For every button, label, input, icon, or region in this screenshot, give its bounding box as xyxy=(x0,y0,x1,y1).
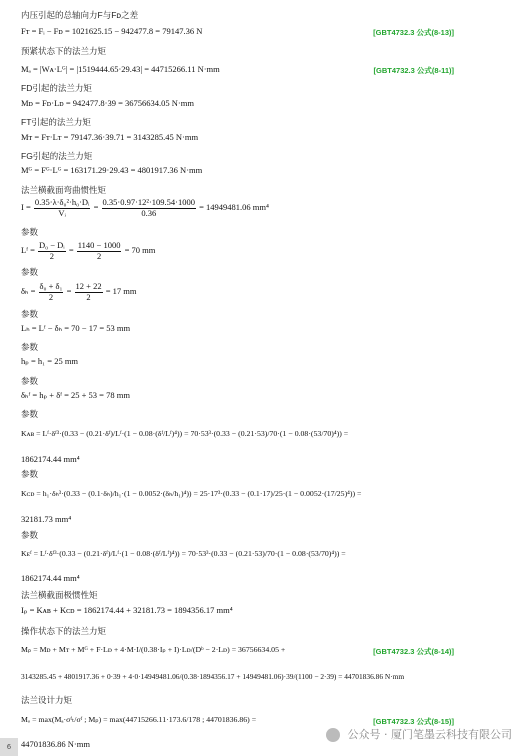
heading-param-kef: 参数 xyxy=(21,530,39,540)
heading-fg-moment: FG引起的法兰力矩 xyxy=(21,151,93,161)
ref-8-14: [GBT4732.3 公式(8-14)] xyxy=(373,647,454,656)
eq-lf-result: = 70 mm xyxy=(124,245,156,256)
denominator: Vᵢ xyxy=(58,207,66,218)
eq-bending-inertia: I = $\frac{\text{0.35·λ·δ₀²·h₀·Dᵢ}}{\text{Vᵢ}}$ = $\frac{\text{0.35·0.97·12²·109.54·1000}}{0.36}$ = 14949481.06 mm⁴ xyxy=(21,197,269,218)
eq-design-moment-result: 44701836.86 N·mm xyxy=(21,739,90,749)
watermark-text: 公众号 · 厦门笔墨云科技有限公司 xyxy=(347,728,512,741)
numerator: 1140 − 1000 xyxy=(77,240,121,250)
heading-param-lh: 参数 xyxy=(21,309,39,319)
numerator: δ₀ + δ₁ xyxy=(39,281,63,291)
corner-badge: 6 xyxy=(0,738,18,756)
eq-kcd-result: 32181.73 mm⁴ xyxy=(21,514,72,524)
eq-delta-hf: δₕᶠ = hₚ + δᶠ = 25 + 53 = 78 mm xyxy=(21,390,130,400)
heading-operating-moment: 操作状态下的法兰力矩 xyxy=(21,626,107,636)
heading-param-delta-hf: 参数 xyxy=(21,376,39,386)
denominator: 2 xyxy=(86,291,91,302)
fraction-symbolic xyxy=(39,282,64,303)
fraction-numeric xyxy=(75,282,103,303)
heading-polar-inertia: 法兰横截面极惯性矩 xyxy=(21,590,98,600)
heading-param-hp: 参数 xyxy=(21,342,39,352)
watermark xyxy=(326,726,512,742)
eq-inertia-result: = 14949481.06 mm⁴ xyxy=(199,202,269,213)
eq-kef: Kᴇᶠ = Lᶠ·δᶠ³·(0.33 − (0.21·δᶠ)/Lᶠ·(1 − 0.08·(δᶠ/Lᶠ)⁴)) = 70·53³·(0.33 − (0.21·53)/70·(1 − 0.08·(53/70)⁴)) = xyxy=(21,549,346,558)
fraction-symbolic xyxy=(34,198,91,219)
heading-preload-moment: 预紧状态下的法兰力矩 xyxy=(21,46,107,56)
eq-axial-force-diff: Fᴛ = Fᵢ − Fᴅ = 1021625.15 − 942477.8 = 79147.36 N xyxy=(21,26,203,36)
heading-param-kab: 参数 xyxy=(21,409,39,419)
eq-lh: Lₕ = Lᶠ − δₕ = 70 − 17 = 53 mm xyxy=(21,323,131,333)
eq-delta-h: δₕ = $\frac{\text{δ₀ + δ₁}}{2}$ = $\frac{12 + 22}{2}$ = 17 mm xyxy=(21,281,137,302)
heading-ft-moment: FT引起的法兰力矩 xyxy=(21,117,91,127)
heading-param-delta-h: 参数 xyxy=(21,267,39,277)
eq-lf-left: Lᶠ = xyxy=(21,245,35,256)
ref-8-15: [GBT4732.3 公式(8-15)] xyxy=(373,717,454,726)
eq-lf: Lᶠ = $\frac{\text{D₀ − Dᵢ}}{2}$ = $\frac{1140 - 1000}{2}$ = 70 mm xyxy=(21,240,156,261)
fraction-numeric xyxy=(77,241,122,262)
eq-kab: Kᴀʙ = Lᶠ·δᶠ³·(0.33 − (0.21·δᶠ)/Lᶠ·(1 − 0.08·(δᶠ/Lᶠ)⁴)) = 70·53³·(0.33 − (0.21·53)/70·(1 − 0.08·(53/70)⁴)) = xyxy=(21,429,349,438)
eq-inertia-left: I = xyxy=(21,202,31,213)
heading-bending-inertia: 法兰横截面弯曲惯性矩 xyxy=(21,185,107,195)
fraction-numeric xyxy=(102,198,197,219)
eq-design-moment: Mₒ = max(Mₐ·σᶠₜ/σᶠ ; Mₚ) = max(44715266.11·173.6/178 ; 44701836.86) = xyxy=(21,715,257,724)
denominator: 2 xyxy=(48,291,54,302)
eq-hp: hₚ = h₁ = 25 mm xyxy=(21,356,79,366)
fraction-symbolic xyxy=(38,241,66,262)
heading-fd-moment: FD引起的法兰力矩 xyxy=(21,83,92,93)
eq-polar-inertia: Iₚ = Kᴀʙ + Kᴄᴅ = 1862174.44 + 32181.73 = 1894356.17 mm⁴ xyxy=(21,605,233,615)
denominator: 0.36 xyxy=(141,207,157,218)
eq-operating-moment: Mₚ = Mᴅ + Mᴛ + Mᴳ + F·Lᴅ + 4·M·I/(0.38·Iₚ + I)·Lᴅ/(Dᵇ − 2·Lᴅ) = 36756634.05 + xyxy=(21,645,286,654)
eq-preload-moment: Mₐ = |Wᴀ·Lᴳ| = |1519444.65·29.43| = 44715266.11 N·mm xyxy=(21,64,220,74)
heading-param-lf: 参数 xyxy=(21,227,39,237)
eq-fd-moment: Mᴅ = Fᴅ·Lᴅ = 942477.8·39 = 36756634.05 N·mm xyxy=(21,98,194,108)
ref-8-11: [GBT4732.3 公式(8-11)] xyxy=(373,66,454,75)
eq-fg-moment: Mᴳ = Fᴳ·Lᴳ = 163171.29·29.43 = 4801917.36 N·mm xyxy=(21,165,203,175)
eq-operating-moment-cont: 3143285.45 + 4801917.36 + 0·39 + 4·0·14949481.06/(0.38·1894356.17 + 14949481.06)·39/(1100 − 2·39) = 44701836.86 N·mm xyxy=(21,672,405,681)
numerator: D₀ − Dᵢ xyxy=(39,240,65,250)
ref-8-13: [GBT4732.3 公式(8-13)] xyxy=(373,28,454,37)
eq-ft-moment: Mᴛ = Fᴛ·Lᴛ = 79147.36·39.71 = 3143285.45 N·mm xyxy=(21,132,199,142)
eq-kab-result: 1862174.44 mm⁴ xyxy=(21,454,80,464)
denominator: 2 xyxy=(96,250,102,261)
eq-delta-h-result: = 17 mm xyxy=(105,286,137,297)
heading-axial-force-diff: 内压引起的总轴向力F与Fᴅ之差 xyxy=(21,10,139,20)
numerator: 0.35·0.97·12²·109.54·1000 xyxy=(102,197,195,207)
eq-kef-result: 1862174.44 mm⁴ xyxy=(21,573,80,583)
eq-kcd: Kᴄᴅ = h₁·δₕ³·(0.33 − (0.1·δₕ)/h₁·(1 − 0.0052·(δₕ/h₁)⁴)) = 25·17³·(0.33 − (0.1·17)/25·(1 − 0.0052·(17/25)⁴)) = xyxy=(21,489,362,498)
heading-design-moment: 法兰设计力矩 xyxy=(21,695,73,705)
denominator: 2 xyxy=(49,250,54,261)
wechat-logo-icon xyxy=(326,728,340,742)
heading-param-kcd: 参数 xyxy=(21,469,39,479)
numerator: 0.35·λ·δ₀²·h₀·Dᵢ xyxy=(34,197,90,207)
numerator: 12 + 22 xyxy=(75,281,102,291)
eq-delta-h-left: δₕ = xyxy=(21,286,36,297)
